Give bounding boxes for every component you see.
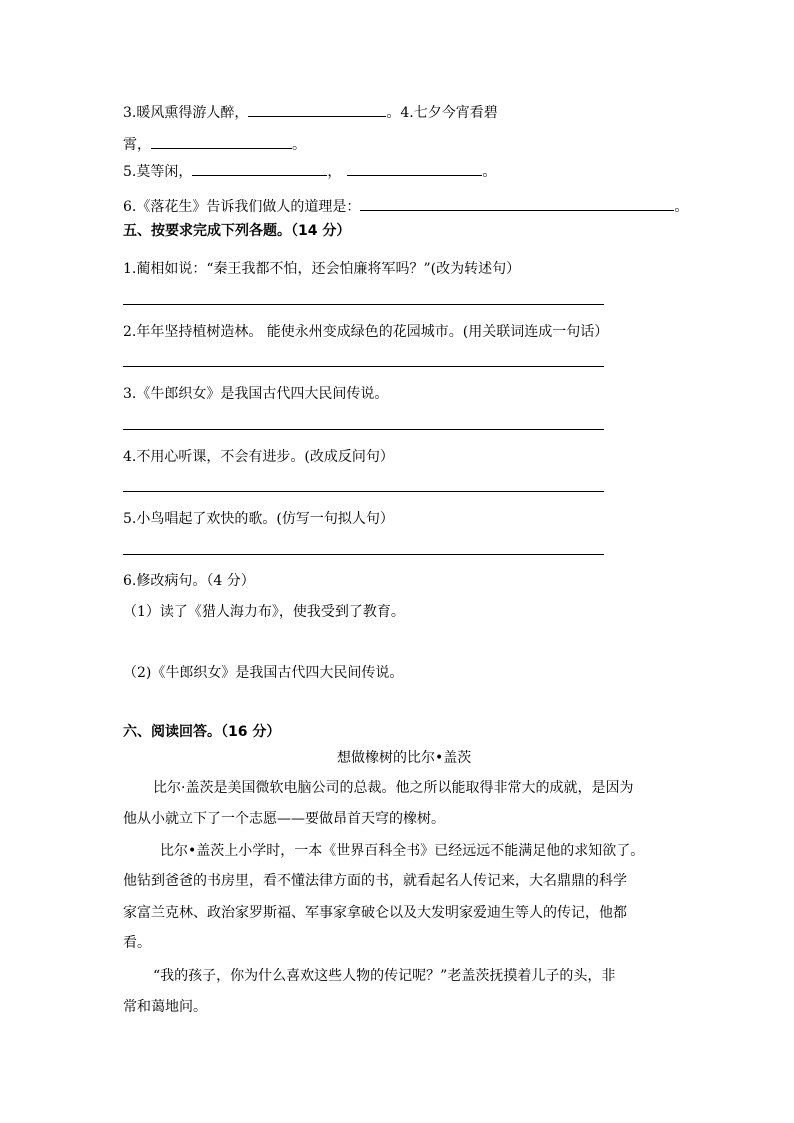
s5-answer-line-2[interactable] [123, 366, 604, 367]
s5-answer-line-1[interactable] [123, 304, 604, 305]
q6-blank[interactable] [360, 196, 674, 211]
q4-text: 。4.七夕今宵看碧 [386, 105, 498, 121]
q3-line [123, 102, 498, 123]
q6-line [123, 196, 688, 217]
s5-sub-item-1: （1）读了《猎人海力布》，使我受到了教育。 [123, 604, 405, 620]
s5-item-3: 3.《牛郎织女》是我国古代四大民间传说。 [123, 386, 389, 402]
q5-blank-1[interactable] [192, 161, 327, 176]
q5-line [123, 161, 496, 182]
s5-answer-line-3[interactable] [123, 429, 604, 430]
q4-line [123, 134, 306, 155]
q6-text: 6.《落花生》告诉我们做人的道理是： [123, 199, 361, 215]
q3-blank[interactable] [248, 102, 386, 117]
q4-cont-text: 霄， [123, 137, 151, 153]
q5-text: 5.莫等闲， [123, 164, 193, 180]
article-line-5: 家富兰克林、政治家罗斯福、军事家拿破仑以及大发明家爱迪生等人的传记，他都 [123, 905, 627, 921]
q4-end: 。 [292, 137, 306, 153]
section6-title: 六、阅读回答。（16 分） [123, 724, 281, 740]
article-title: 想做橡树的比尔•盖茨 [337, 750, 472, 766]
s5-item-2: 2.年年坚持植树造林。 能使永州变成绿色的花园城市。(用关联词连成一句话） [123, 324, 609, 340]
s5-item-4: 4.不用心听课，不会有进步。(改成反问句） [123, 449, 394, 465]
s5-item-6: 6.修改病句。（4 分） [123, 573, 255, 589]
q6-end: 。 [674, 199, 689, 215]
q3-text: 3.暖风熏得游人醉， [123, 105, 249, 121]
article-line-3: 比尔•盖茨上小学时，一本《世界百科全书》已经远远不能满足他的求知欲了。 [160, 843, 645, 859]
q5-sep: ， [327, 164, 342, 180]
q5-end: 。 [482, 164, 497, 180]
article-line-6: 看。 [123, 935, 151, 951]
article-line-4: 他钻到爸爸的书房里，看不懂法律方面的书，就看起名人传记来，大名鼎鼎的科学 [123, 873, 627, 889]
article-line-7: “我的孩子，你为什么喜欢这些人物的传记呢？”老盖茨抚摸着儿子的头，非 [153, 968, 616, 984]
article-line-1: 比尔·盖茨是美国微软电脑公司的总裁。他之所以能取得非常大的成就，是因为 [153, 780, 634, 796]
s5-item-1: 1.蔺相如说：“秦王我都不怕，还会怕廉将军吗？”(改为转述句） [123, 261, 521, 277]
s5-item-5: 5.小鸟唱起了欢快的歌。(仿写一句拟人句） [123, 511, 394, 527]
s5-answer-line-4[interactable] [123, 491, 604, 492]
article-line-8: 常和蔼地问。 [123, 999, 207, 1015]
s5-sub-item-2: （2)《牛郎织女》是我国古代四大民间传说。 [123, 665, 404, 681]
article-line-2: 他从小就立下了一个志愿——要做昂首天穹的橡树。 [123, 811, 445, 827]
q4-blank[interactable] [151, 134, 292, 149]
section5-title: 五、按要求完成下列各题。（14 分） [123, 223, 351, 239]
q5-blank-2[interactable] [347, 161, 482, 176]
s5-answer-line-5[interactable] [123, 554, 604, 555]
